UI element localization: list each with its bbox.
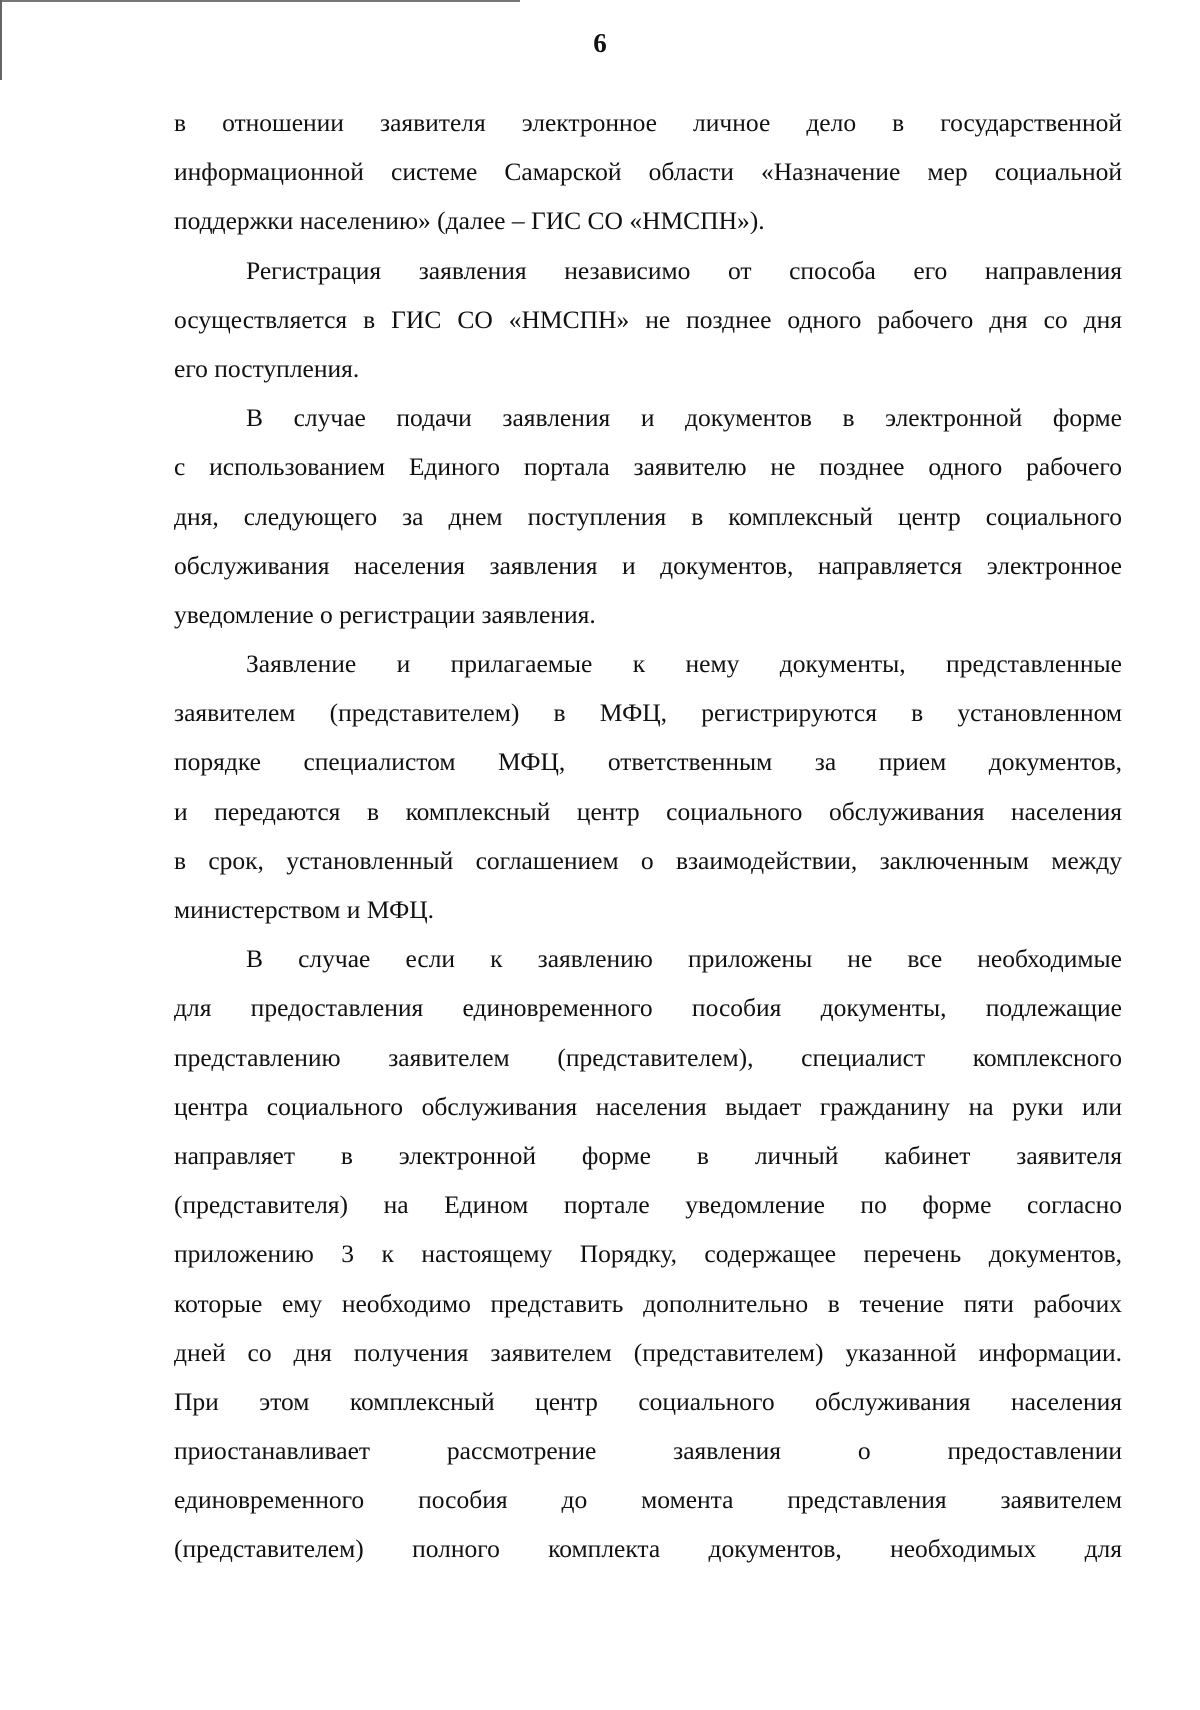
text-line: для предоставления единовременного пособия документы, подлежащие: [174, 993, 1122, 1023]
paragraph: [174, 639, 1122, 934]
text-line: его поступления.: [174, 353, 360, 383]
text-line: Заявление и прилагаемые к нему документы, представленные: [246, 649, 1122, 679]
text-line: с использованием Единого портала заявителю не позднее одного рабочего: [174, 452, 1122, 482]
text-line: При этом комплексный центр социального обслуживания населения: [174, 1386, 1122, 1416]
paragraph: [174, 934, 1122, 1573]
text-line: обслуживания населения заявления и документов, направляется электронное: [174, 550, 1122, 580]
text-line: приостанавливает рассмотрение заявления о предоставлении: [174, 1436, 1122, 1466]
text-line: информационной системе Самарской области «Назначение мер социальной: [174, 157, 1122, 187]
text-line: которые ему необходимо представить дополнительно в течение пяти рабочих: [174, 1288, 1122, 1318]
text-line: осуществляется в ГИС СО «НМСПН» не позднее одного рабочего дня со дня: [174, 304, 1122, 334]
body-text: [174, 98, 1122, 1574]
text-line: единовременного пособия до момента представления заявителем: [174, 1485, 1122, 1515]
text-line: дня, следующего за днем поступления в комплексный центр социального: [174, 501, 1122, 531]
text-line: (представителем) полного комплекта документов, необходимых для: [174, 1534, 1122, 1564]
text-line: В случае если к заявлению приложены не все необходимые: [246, 944, 1122, 974]
text-line: заявителем (представителем) в МФЦ, регистрируются в установленном: [174, 698, 1122, 728]
text-line: Регистрация заявления независимо от способа его направления: [246, 255, 1122, 285]
text-line: дней со дня получения заявителем (представителем) указанной информации.: [174, 1337, 1122, 1367]
page-number: 6: [593, 28, 607, 58]
text-line: направляет в электронной форме в личный кабинет заявителя: [174, 1140, 1122, 1170]
text-line: центра социального обслуживания населения выдает гражданину на руки или: [174, 1091, 1122, 1121]
text-line: поддержки населению» (далее – ГИС СО «НМСПН»).: [174, 206, 765, 236]
text-line: В случае подачи заявления и документов в электронной форме: [246, 403, 1122, 433]
text-line: и передаются в комплексный центр социального обслуживания населения: [174, 796, 1122, 826]
paragraph: [174, 98, 1122, 246]
text-line: в срок, установленный соглашением о взаимодействии, заключенным между: [174, 845, 1122, 875]
text-line: приложению 3 к настоящему Порядку, содержащее перечень документов,: [174, 1239, 1122, 1269]
text-line: министерством и МФЦ.: [174, 895, 435, 924]
text-line: уведомление о регистрации заявления.: [174, 599, 596, 629]
text-line: представлению заявителем (представителем), специалист комплексного: [174, 1042, 1122, 1072]
scan-edge-top: [0, 0, 520, 2]
paragraph: [174, 246, 1122, 394]
text-line: (представителя) на Едином портале уведомление по форме согласно: [174, 1190, 1122, 1220]
text-line: в отношении заявителя электронное личное дело в государственной: [174, 108, 1122, 137]
paragraph: [174, 393, 1122, 639]
text-line: порядке специалистом МФЦ, ответственным за прием документов,: [174, 747, 1122, 777]
